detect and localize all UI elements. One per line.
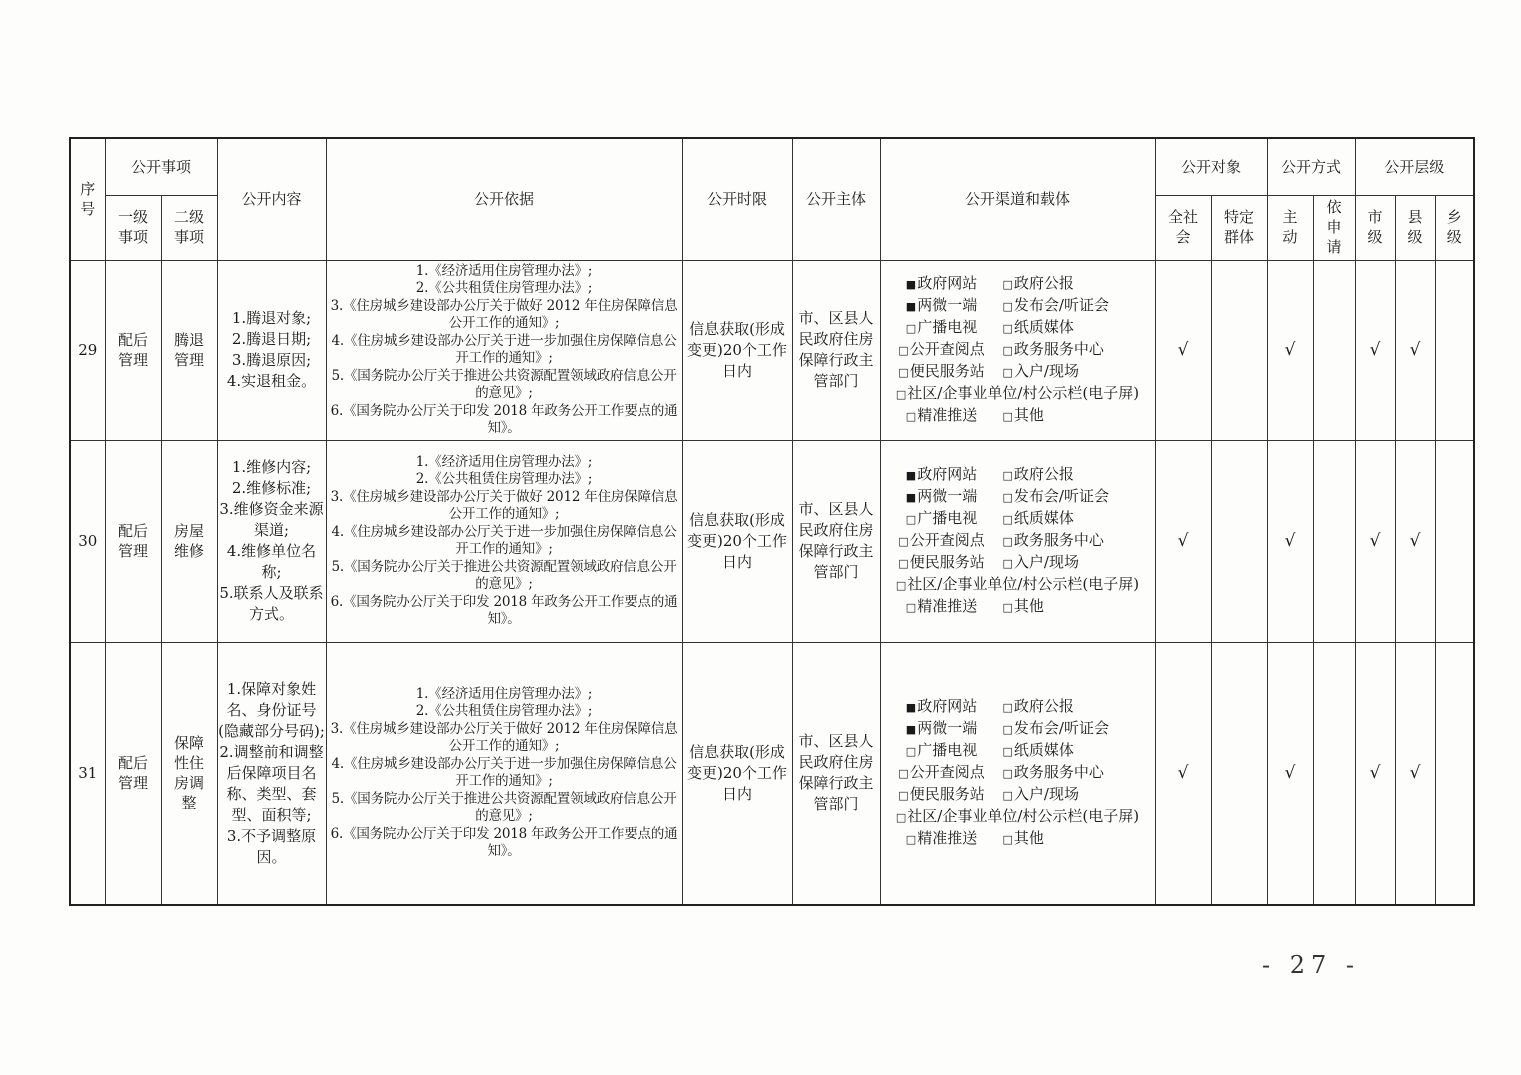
channel-onsite: □入户/现场 [1002, 785, 1079, 804]
channel-two_wei: ■两微一端 [905, 296, 978, 314]
row-target-specific [1211, 642, 1267, 905]
basis-line: 1.《经济适用住房管理办法》; [415, 262, 593, 279]
empty-box-icon: □ [905, 601, 917, 614]
checked-box-icon: ■ [905, 469, 917, 482]
empty-box-icon: □ [1002, 300, 1013, 313]
row-target-specific [1211, 260, 1267, 440]
empty-box-icon: □ [1002, 723, 1013, 737]
row-content [217, 642, 326, 905]
empty-box-icon: □ [905, 745, 917, 759]
content-line: 4.实退租金。 [226, 372, 317, 390]
row-level-town [1435, 440, 1474, 642]
header-target-all: 全社会 [1155, 195, 1211, 260]
channel-service_station: □便民服务站 [898, 785, 985, 804]
content-line: 2.调整前和调整后保障项目名称、类型、套型、面积等; [219, 742, 324, 824]
channel-press: □发布会/听证会 [1002, 719, 1109, 738]
channel-push: □精准推送 [905, 829, 978, 848]
content-line: 1.维修内容; [231, 458, 312, 476]
row-seq: 31 [70, 642, 105, 905]
row-channels [880, 642, 1155, 905]
page-number: - 27 - [1262, 951, 1361, 979]
channel-gov_site: ■政府网站 [905, 697, 978, 716]
header-content: 公开内容 [217, 138, 326, 260]
content-line: 3.不予调整原因。 [226, 826, 317, 866]
row-basis [326, 260, 682, 440]
row-channels [880, 440, 1155, 642]
empty-box-icon: □ [905, 322, 917, 335]
basis-line: 6.《国务院办公厅关于印发 2018 年政务公开工作要点的通知》。 [330, 593, 678, 627]
empty-box-icon: □ [898, 344, 909, 357]
disclosure-table [69, 137, 1475, 906]
empty-box-icon: □ [898, 535, 909, 548]
empty-box-icon: □ [905, 833, 917, 847]
row-level-county: √ [1395, 642, 1435, 905]
header-level-city: 市级 [1355, 195, 1395, 260]
channel-push: □精准推送 [905, 597, 978, 615]
content-line: 1.腾退对象; [231, 309, 312, 327]
row-level-city: √ [1355, 440, 1395, 642]
channel-reading: □公开查阅点 [898, 340, 985, 358]
content-line: 5.联系人及联系方式。 [219, 584, 324, 623]
channel-other: □其他 [1002, 597, 1044, 615]
checked-box-icon: ■ [905, 723, 917, 737]
header-level2: 二级事项 [161, 195, 217, 260]
channel-paper: □纸质媒体 [1002, 318, 1074, 336]
channel-radio_tv: □广播电视 [905, 741, 978, 760]
content-line: 3.维修资金来源渠道; [219, 500, 324, 539]
empty-box-icon: □ [1002, 833, 1013, 847]
basis-line: 1.《经济适用住房管理办法》; [415, 453, 593, 470]
empty-box-icon: □ [1002, 767, 1013, 781]
row-level2: 腾退管理 [161, 260, 217, 440]
row-mode-apply [1313, 260, 1355, 440]
header-level-county: 县级 [1395, 195, 1435, 260]
empty-box-icon: □ [1002, 278, 1013, 291]
row-target-all: √ [1155, 440, 1211, 642]
row-mode-apply [1313, 440, 1355, 642]
empty-box-icon: □ [1002, 789, 1013, 803]
channel-gov_site: ■政府网站 [905, 465, 978, 483]
basis-line: 2.《公共租赁住房管理办法》; [415, 280, 593, 296]
row-time-limit: 信息获取(形成变更)20个工作日内 [682, 440, 792, 642]
channel-service_station: □便民服务站 [898, 553, 985, 571]
empty-box-icon: □ [898, 789, 909, 803]
header-mode-group: 公开方式 [1267, 138, 1355, 195]
empty-box-icon: □ [1002, 344, 1013, 357]
channel-press: □发布会/听证会 [1002, 487, 1109, 505]
empty-box-icon: □ [895, 388, 907, 401]
row-subject: 市、区县人民政府住房保障行政主管部门 [792, 642, 880, 905]
channel-paper: □纸质媒体 [1002, 509, 1074, 527]
empty-box-icon: □ [1002, 469, 1013, 482]
channel-gov_bulletin: □政府公报 [1002, 274, 1074, 292]
basis-line: 4.《住房城乡建设部办公厅关于进一步加强住房保障信息公开工作的通知》; [331, 755, 677, 790]
basis-line: 3.《住房城乡建设部办公厅关于做好 2012 年住房保障信息公开工作的通知》; [330, 720, 678, 755]
content-line: 3.腾退原因; [231, 351, 312, 369]
row-mode-active: √ [1267, 260, 1313, 440]
row-level1: 配后管理 [105, 642, 161, 905]
row-level-county: √ [1395, 260, 1435, 440]
header-seq: 序号 [70, 138, 105, 260]
header-level1: 一级事项 [105, 195, 161, 260]
channel-two_wei: ■两微一端 [905, 719, 978, 738]
empty-box-icon: □ [1002, 701, 1013, 715]
basis-line: 5.《国务院办公厅关于推进公共资源配置领域政府信息公开的意见》; [331, 558, 677, 592]
empty-box-icon: □ [1002, 410, 1013, 423]
header-subject: 公开主体 [792, 138, 880, 260]
empty-box-icon: □ [1002, 535, 1013, 548]
channel-board: □社区/企事业单位/村公示栏(电子屏) [895, 575, 1140, 593]
basis-line: 1.《经济适用住房管理办法》; [415, 685, 593, 702]
checked-box-icon: ■ [905, 701, 917, 715]
empty-box-icon: □ [898, 767, 909, 781]
row-target-all: √ [1155, 642, 1211, 905]
row-subject: 市、区县人民政府住房保障行政主管部门 [792, 440, 880, 642]
row-subject: 市、区县人民政府住房保障行政主管部门 [792, 260, 880, 440]
row-channels [880, 260, 1155, 440]
row-level1: 配后管理 [105, 260, 161, 440]
row-level-county: √ [1395, 440, 1435, 642]
basis-line: 2.《公共租赁住房管理办法》; [415, 471, 593, 487]
basis-line: 5.《国务院办公厅关于推进公共资源配置领域政府信息公开的意见》; [331, 367, 677, 401]
empty-box-icon: □ [1002, 557, 1013, 570]
header-basis: 公开依据 [326, 138, 682, 260]
row-target-all: √ [1155, 260, 1211, 440]
channel-gov_bulletin: □政府公报 [1002, 697, 1074, 716]
channel-board: □社区/企事业单位/村公示栏(电子屏) [895, 807, 1140, 826]
row-level-city: √ [1355, 260, 1395, 440]
channel-paper: □纸质媒体 [1002, 741, 1074, 760]
empty-box-icon: □ [1002, 601, 1013, 614]
header-target-specific: 特定群体 [1211, 195, 1267, 260]
channel-board: □社区/企事业单位/村公示栏(电子屏) [895, 384, 1140, 402]
table-row [70, 440, 1474, 642]
channel-other: □其他 [1002, 829, 1044, 848]
row-time-limit: 信息获取(形成变更)20个工作日内 [682, 642, 792, 905]
channel-gov_bulletin: □政府公报 [1002, 465, 1074, 483]
content-line: 4.维修单位名称; [226, 542, 317, 581]
header-target-group: 公开对象 [1155, 138, 1267, 195]
row-mode-active: √ [1267, 642, 1313, 905]
channel-push: □精准推送 [905, 406, 978, 424]
row-basis [326, 440, 682, 642]
channel-service_center: □政务服务中心 [1002, 531, 1104, 549]
row-mode-active: √ [1267, 440, 1313, 642]
channel-reading: □公开查阅点 [898, 763, 985, 782]
row-seq: 29 [70, 260, 105, 440]
channel-service_center: □政务服务中心 [1002, 340, 1104, 358]
basis-line: 6.《国务院办公厅关于印发 2018 年政务公开工作要点的通知》。 [330, 825, 678, 860]
header-mode-apply: 依申请 [1313, 195, 1355, 260]
row-seq: 30 [70, 440, 105, 642]
checked-box-icon: ■ [905, 278, 917, 291]
row-level-city: √ [1355, 642, 1395, 905]
row-time-limit: 信息获取(形成变更)20个工作日内 [682, 260, 792, 440]
row-target-specific [1211, 440, 1267, 642]
table-row [70, 260, 1474, 440]
row-level-town [1435, 642, 1474, 905]
row-level-town [1435, 260, 1474, 440]
empty-box-icon: □ [1002, 491, 1013, 504]
channel-radio_tv: □广播电视 [905, 318, 978, 336]
empty-box-icon: □ [895, 811, 907, 825]
basis-line: 3.《住房城乡建设部办公厅关于做好 2012 年住房保障信息公开工作的通知》; [330, 297, 678, 331]
row-level1: 配后管理 [105, 440, 161, 642]
channel-onsite: □入户/现场 [1002, 362, 1079, 380]
content-line: 1.保障对象姓名、身份证号(隐藏部分号码); [218, 679, 325, 740]
row-level2: 房屋维修 [161, 440, 217, 642]
channel-gov_site: ■政府网站 [905, 274, 978, 292]
empty-box-icon: □ [1002, 745, 1013, 759]
row-content [217, 260, 326, 440]
empty-box-icon: □ [905, 513, 917, 526]
header-time-limit: 公开时限 [682, 138, 792, 260]
basis-line: 3.《住房城乡建设部办公厅关于做好 2012 年住房保障信息公开工作的通知》; [330, 488, 678, 522]
channel-reading: □公开查阅点 [898, 531, 985, 549]
header-channels: 公开渠道和载体 [880, 138, 1155, 260]
empty-box-icon: □ [898, 557, 909, 570]
channel-radio_tv: □广播电视 [905, 509, 978, 527]
empty-box-icon: □ [895, 579, 907, 592]
table-row [70, 642, 1474, 905]
header-level-group: 公开层级 [1355, 138, 1474, 195]
empty-box-icon: □ [1002, 366, 1013, 379]
empty-box-icon: □ [1002, 513, 1013, 526]
checked-box-icon: ■ [905, 491, 917, 504]
channel-onsite: □入户/现场 [1002, 553, 1079, 571]
header-level-town: 乡级 [1435, 195, 1474, 260]
basis-line: 2.《公共租赁住房管理办法》; [415, 703, 593, 720]
basis-line: 4.《住房城乡建设部办公厅关于进一步加强住房保障信息公开工作的通知》; [331, 332, 677, 366]
basis-line: 4.《住房城乡建设部办公厅关于进一步加强住房保障信息公开工作的通知》; [331, 523, 677, 557]
channel-two_wei: ■两微一端 [905, 487, 978, 505]
channel-press: □发布会/听证会 [1002, 296, 1109, 314]
channel-other: □其他 [1002, 406, 1044, 424]
empty-box-icon: □ [905, 410, 917, 423]
row-basis [326, 642, 682, 905]
header-item-group: 公开事项 [105, 138, 217, 195]
header-mode-active: 主动 [1267, 195, 1313, 260]
row-level2: 保障性住房调整 [161, 642, 217, 905]
channel-service_station: □便民服务站 [898, 362, 985, 380]
basis-line: 5.《国务院办公厅关于推进公共资源配置领域政府信息公开的意见》; [331, 790, 677, 825]
channel-service_center: □政务服务中心 [1002, 763, 1104, 782]
empty-box-icon: □ [898, 366, 909, 379]
content-line: 2.维修标准; [231, 479, 312, 497]
row-content [217, 440, 326, 642]
basis-line: 6.《国务院办公厅关于印发 2018 年政务公开工作要点的通知》。 [330, 402, 678, 436]
content-line: 2.腾退日期; [231, 330, 312, 348]
checked-box-icon: ■ [905, 300, 917, 313]
empty-box-icon: □ [1002, 322, 1013, 335]
row-mode-apply [1313, 642, 1355, 905]
